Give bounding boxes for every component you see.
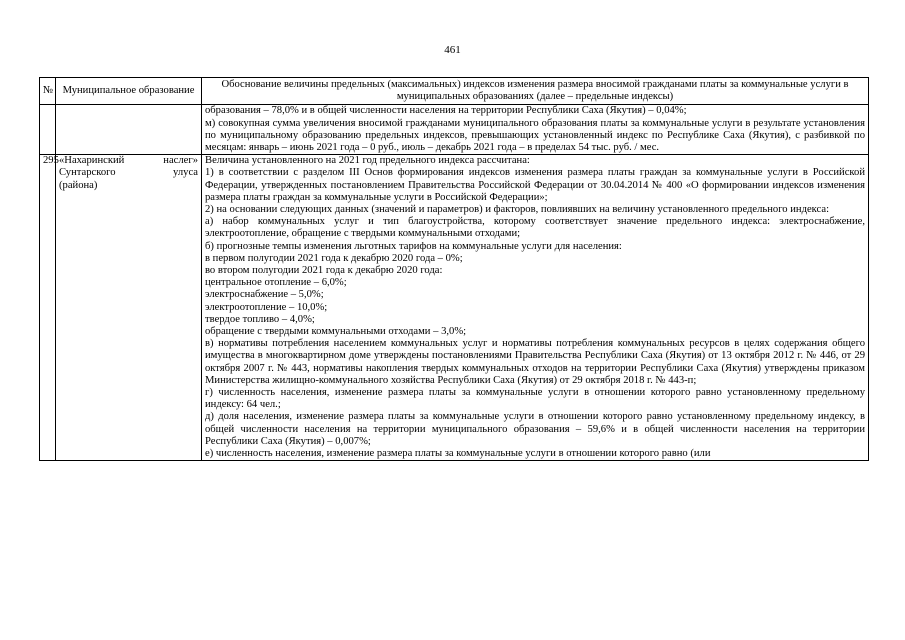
municipality-line: (района) bbox=[59, 179, 98, 191]
table-row-295 bbox=[40, 155, 869, 461]
municipality-name bbox=[56, 155, 202, 461]
municipality-line: Сунтарского улуса bbox=[59, 167, 198, 179]
continuation-number-cell bbox=[40, 105, 56, 155]
row-number: 295 bbox=[40, 155, 56, 461]
header-municipality: Муниципальное образование bbox=[56, 78, 202, 105]
table-row-continuation bbox=[40, 105, 869, 155]
municipal-index-table bbox=[39, 77, 869, 461]
header-number: № bbox=[40, 78, 56, 105]
justification-paragraph: твердое топливо – 4,0%; bbox=[205, 313, 315, 325]
continuation-text-cell bbox=[202, 105, 869, 155]
page-number: 461 bbox=[444, 44, 461, 56]
justification-paragraph: а) набор коммунальных услуг и тип благоустройства, которому соответствует значение предельного индекса: электроснабжение, электроотопление, обращение с твердыми коммунальными отходами; bbox=[205, 216, 865, 240]
justification-paragraph: обращение с твердыми коммунальными отходами – 3,0%; bbox=[205, 326, 467, 338]
justification-paragraph: е) численность населения, изменение размера платы за коммунальные услуги в отношении которого равно (или bbox=[205, 448, 711, 460]
justification-paragraph: 2) на основании следующих данных (значений и параметров) и факторов, повлиявших на величину установленного предельного индекса: bbox=[205, 204, 830, 216]
header-justification: Обоснование величины предельных (максимальных) индексов изменения размера вносимой гражданами платы за коммунальные услуги в муниципальных образованиях (далее – предельные индексы) bbox=[202, 78, 869, 105]
justification-paragraph: г) численность населения, изменение размера платы за коммунальные услуги в отношении которого равно установленному предельному индексу: 64 чел.; bbox=[205, 387, 865, 411]
justification-paragraph: 1) в соответствии с разделом III Основ формирования индексов изменения размера платы граждан за коммунальные услуги в Российской Федерации, утвержденных постановлением Правительства Российской Федерации от 30.04.2014 № 400 «О формировании индексов изменения размера платы граждан за коммунальные услуги в Российской Федерации»; bbox=[205, 167, 865, 203]
justification-paragraph: во втором полугодии 2021 года к декабрю 2020 года: bbox=[205, 265, 443, 277]
justification-paragraph: центральное отопление – 6,0%; bbox=[205, 277, 347, 289]
justification-paragraph: Величина установленного на 2021 год предельного индекса рассчитана: bbox=[205, 155, 530, 167]
municipality-line: «Нахаринский наслег» bbox=[59, 155, 198, 167]
justification-paragraph: в) нормативы потребления населением коммунальных услуг и нормативы потребления коммунальных ресурсов в целях содержания общего имущества в многоквартирном доме утверждены постановлениями Правительства Республики Саха (Якутия) от 13 октября 2012 г. № 446, от 29 октября 2007 г. № 443, нормативы накопления твердых коммунальных отходов на территории Республики Саха (Якутия) утверждены приказом Министерства жилищно-коммунального хозяйства Республики Саха (Якутия) от 29 октября 2018 г. № 443-п; bbox=[205, 338, 865, 386]
justification-text-cell bbox=[202, 155, 869, 461]
continuation-paragraph: м) совокупная сумма увеличения вносимой гражданами муниципального образования платы за коммунальные услуги в результате установления по муниципальному образованию предельных индексов, превышающих установленный индекс по Республике Саха (Якутия), с разбивкой по месяцам: январь – июнь 2021 года – 0 руб., июль – декабрь 2021 года – в пределах 54 тыс. руб. / мес. bbox=[205, 117, 865, 154]
justification-paragraph: электроснабжение – 5,0%; bbox=[205, 289, 324, 301]
table-header-row bbox=[40, 78, 869, 105]
justification-paragraph: электроотопление – 10,0%; bbox=[205, 301, 328, 313]
continuation-municipality-cell bbox=[56, 105, 202, 155]
justification-paragraph: в первом полугодии 2021 года к декабрю 2020 года – 0%; bbox=[205, 252, 463, 264]
justification-paragraph: д) доля населения, изменение размера платы за коммунальные услуги в отношении которого равно установленному предельному индексу, в общей численности населения на территории муниципального образования – 59,6% и в общей численности населения на территории Республики Саха (Якутия) – 0,007%; bbox=[205, 411, 865, 447]
continuation-paragraph: образования – 78,0% и в общей численности населения на территории Республики Саха (Якутия) – 0,04%; bbox=[205, 105, 687, 117]
justification-paragraph: б) прогнозные темпы изменения льготных тарифов на коммунальные услуги для населения: bbox=[205, 240, 622, 252]
